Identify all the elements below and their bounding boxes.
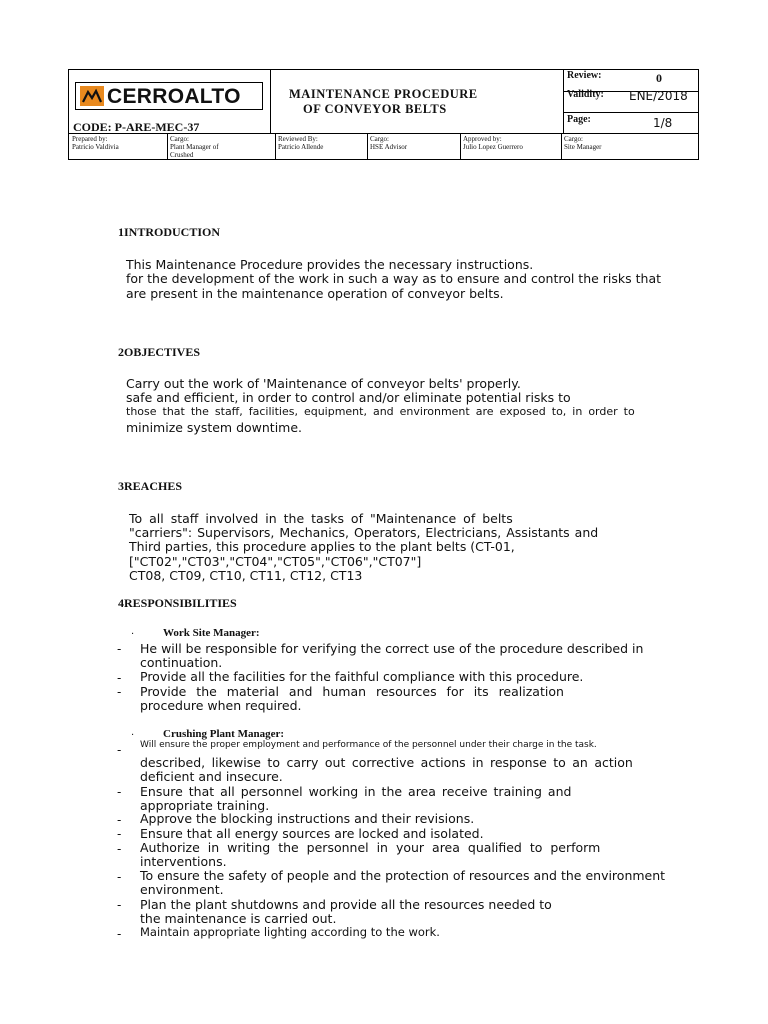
header-divider [367,133,368,160]
list-item: interventions. [140,854,227,869]
reviewed-by-label: Reviewed By: [278,135,318,143]
document-header [68,69,699,160]
intro-line: are present in the maintenance operation of conveyor belts. [126,286,504,301]
list-item: continuation. [140,655,223,670]
list-item: Approve the blocking instructions and their revisions. [140,811,475,826]
header-divider [563,112,698,113]
intro-line: This Maintenance Procedure provides the necessary instructions. [126,257,534,272]
bullet-dash-icon: - [117,898,122,912]
page-label: Page: [567,114,591,125]
cargo-value: Site Manager [564,143,602,151]
intro-line: for the development of the work in such a way as to ensure and control the risks that [126,271,662,286]
reaches-line: "carriers": Supervisors, Mechanics, Operators, Electricians, Assistants and [129,525,599,540]
list-item: deficient and insecure. [140,769,283,784]
sub-bullet-icon: . [131,626,135,637]
validity-label: Validity: [567,89,604,100]
company-logo [75,82,263,110]
objectives-line: those that the staff, facilities, equipment, and environment are exposed to, in order to [126,405,635,418]
bullet-dash-icon: - [117,743,122,757]
cargo-label: Cargo: [170,135,189,143]
objectives-line: safe and efficient, in order to control and/or eliminate potential risks to [126,390,571,405]
validity-value: ENE/2018 [629,89,688,103]
bullet-dash-icon: - [117,671,122,685]
approved-by-name: Julio Lopez Guerrero [463,143,523,151]
subheading-crushing-plant-manager: Crushing Plant Manager: [163,728,284,740]
list-item: Will ensure the proper employment and performance of the personnel under their charge in the task. [140,740,597,750]
reaches-line: CT08, CT09, CT10, CT11, CT12, CT13 [129,568,363,583]
bullet-dash-icon: - [117,927,122,941]
page-value: 1/8 [653,116,673,130]
list-item: Authorize in writing the personnel in your area qualified to perform [140,840,601,855]
bullet-dash-icon: - [117,827,122,841]
prepared-by-name: Patricio Valdivia [72,143,119,151]
objectives-line: minimize system downtime. [126,420,303,435]
approved-by-label: Approved by: [463,135,502,143]
section-heading-introduction: 1INTRODUCTION [118,225,221,239]
list-item: To ensure the safety of people and the protection of resources and the environment [140,868,666,883]
cargo-value: Crushed [170,151,194,159]
cargo-value: HSE Advisor [370,143,408,151]
list-item: He will be responsible for verifying the correct use of the procedure described in [140,641,644,656]
reviewed-by-name: Patricio Allende [278,143,324,151]
header-divider [275,133,276,160]
document-title-line1: MAINTENANCE PROCEDURE [289,87,478,101]
bullet-dash-icon: - [117,685,122,699]
reaches-line: To all staff involved in the tasks of "Maintenance of belts [129,511,513,526]
reaches-line: Third parties, this procedure applies to the plant belts (CT-01, [129,539,515,554]
list-item: Ensure that all energy sources are locked and isolated. [140,826,484,841]
objectives-line: Carry out the work of 'Maintenance of conveyor belts' properly. [126,376,521,391]
list-item: procedure when required. [140,698,302,713]
list-item: the maintenance is carried out. [140,911,337,926]
header-divider [460,133,461,160]
bullet-dash-icon: - [117,842,122,856]
list-item: described, likewise to carry out corrective actions in response to an action [140,755,633,770]
cargo-label: Cargo: [370,135,389,143]
section-heading-reaches: 3REACHES [118,479,183,493]
list-item: appropriate training. [140,798,270,813]
header-divider [270,70,271,133]
review-value: 0 [656,71,662,85]
bullet-dash-icon: - [117,785,122,799]
section-heading-responsibilities: 4RESPONSIBILITIES [118,596,237,610]
bullet-dash-icon: - [117,870,122,884]
header-divider [563,70,564,133]
header-divider [561,133,562,160]
mountain-logo-icon [80,86,104,106]
bullet-dash-icon: - [117,642,122,656]
cargo-value: Plant Manager of [170,143,219,151]
list-item: environment. [140,882,224,897]
document-title-line2: OF CONVEYOR BELTS [303,102,447,116]
prepared-by-label: Prepared by: [72,135,108,143]
list-item: Provide the material and human resources for its realization [140,684,564,699]
logo-text: CERROALTO [107,84,241,108]
reaches-line: ["CT02","CT03","CT04","CT05","CT06","CT07"] [129,554,422,569]
list-item: Maintain appropriate lighting according to the work. [140,925,440,939]
sub-bullet-icon: . [131,727,135,738]
list-item: Provide all the facilities for the faithful compliance with this procedure. [140,669,584,684]
header-divider [167,133,168,160]
section-heading-objectives: 2OBJECTIVES [118,345,201,359]
subheading-work-site-manager: Work Site Manager: [163,627,260,639]
review-label: Review: [567,70,602,81]
list-item: Ensure that all personnel working in the area receive training and [140,784,572,799]
list-item: Plan the plant shutdowns and provide all the resources needed to [140,897,552,912]
cargo-label: Cargo: [564,135,583,143]
document-code: CODE: P-ARE-MEC-37 [73,120,200,134]
bullet-dash-icon: - [117,813,122,827]
